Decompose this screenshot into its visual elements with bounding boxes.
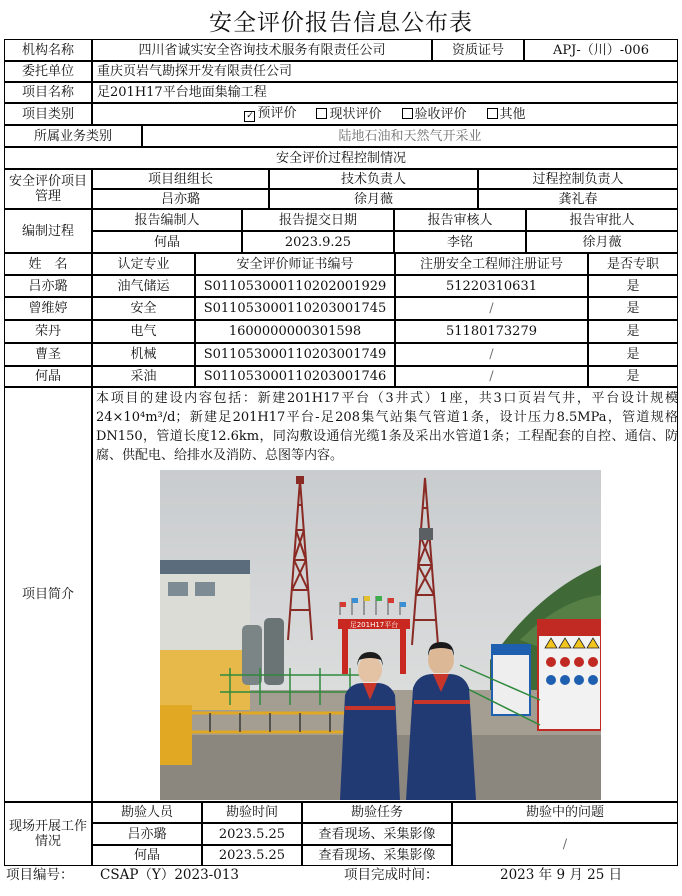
staff-cert: S011053000110203001746 — [195, 366, 395, 387]
intro-label: 项目简介 — [4, 387, 92, 802]
management-header: 项目组组长 — [92, 169, 269, 189]
category-label: 项目类别 — [4, 103, 92, 125]
page-title: 安全评价报告信息公布表 — [209, 10, 473, 36]
site-date: 2023.5.25 — [202, 845, 302, 866]
staff-reg: / — [395, 366, 588, 387]
footer-done-label: 项目完成时间： — [344, 867, 439, 883]
site-header: 勘验中的问题 — [452, 802, 678, 823]
management-value: 龚礼春 — [478, 189, 678, 209]
category-option-other[interactable]: 其他 — [487, 107, 526, 122]
staff-cert: S011053000110203001745 — [195, 297, 395, 320]
staff-major: 机械 — [92, 343, 195, 366]
staff-reg: 51220310631 — [395, 275, 588, 297]
category-option-pre[interactable]: ✓ 预评价 — [246, 106, 297, 121]
institution-label: 机构名称 — [4, 39, 92, 61]
management-header: 过程控制负责人 — [478, 169, 678, 189]
site-problem: / — [452, 823, 678, 866]
staff-reg: / — [395, 343, 588, 366]
compilation-value: 李铭 — [394, 231, 526, 253]
site-photo — [160, 470, 601, 800]
staff-name: 何晶 — [4, 366, 92, 387]
category-option-acceptance[interactable]: 验收评价 — [402, 107, 467, 122]
footer-code-label: 项目编号： — [6, 867, 74, 883]
site-task: 查看现场、采集影像 — [302, 823, 452, 845]
site-date: 2023.5.25 — [202, 823, 302, 845]
staff-header: 注册安全工程师注册证号 — [395, 253, 588, 275]
staff-cert: S011053000110202001929 — [195, 275, 395, 297]
gate-banner-text: 足201H17平台 — [349, 621, 399, 629]
cert-value: APJ-（川）-006 — [524, 39, 678, 61]
staff-name: 吕亦璐 — [4, 275, 92, 297]
institution-value: 四川省诚实安全咨询技术服务有限责任公司 — [92, 39, 432, 61]
site-label: 现场开展工作情况 — [4, 802, 92, 866]
footer-done-value: 2023 年 9 月 25 日 — [500, 867, 623, 883]
management-header: 技术负责人 — [269, 169, 478, 189]
staff-fulltime: 是 — [588, 297, 678, 320]
management-value: 徐月薇 — [269, 189, 478, 209]
compilation-header: 报告审批人 — [526, 209, 678, 231]
site-inspector: 何晶 — [92, 845, 202, 866]
staff-name: 荣丹 — [4, 320, 92, 343]
staff-reg: / — [395, 297, 588, 320]
compilation-value: 2023.9.25 — [242, 231, 394, 253]
industry-value: 陆地石油和天然气开采业 — [142, 125, 678, 147]
checkbox-icon[interactable] — [487, 108, 498, 119]
staff-fulltime: 是 — [588, 366, 678, 387]
site-inspector: 吕亦璐 — [92, 823, 202, 845]
industry-label: 所属业务类别 — [4, 125, 142, 147]
client-label: 委托单位 — [4, 61, 92, 82]
checkbox-icon[interactable] — [402, 108, 413, 119]
checkbox-checked-icon[interactable]: ✓ — [246, 111, 254, 121]
staff-cert: S011053000110203001749 — [195, 343, 395, 366]
site-header: 勘验时间 — [202, 802, 302, 823]
cert-label: 资质证号 — [432, 39, 524, 61]
category-options — [92, 103, 678, 125]
project-label: 项目名称 — [4, 82, 92, 103]
compilation-label: 编制过程 — [4, 209, 92, 253]
staff-name: 曹圣 — [4, 343, 92, 366]
staff-header: 安全评价师证书编号 — [195, 253, 395, 275]
staff-fulltime: 是 — [588, 343, 678, 366]
site-header: 勘验人员 — [92, 802, 202, 823]
staff-fulltime: 是 — [588, 320, 678, 343]
compilation-value: 徐月薇 — [526, 231, 678, 253]
compilation-header: 报告审核人 — [394, 209, 526, 231]
staff-header: 认定专业 — [92, 253, 195, 275]
compilation-header: 报告编制人 — [92, 209, 242, 231]
footer-code-value: CSAP（Y）2023-013 — [100, 867, 240, 883]
project-value: 足201H17平台地面集输工程 — [92, 82, 678, 103]
intro-text: 本项目的建设内容包括：新建201H17平台（3井式）1座，共3口页岩气井，平台设计规模24×10⁴m³/d；新建足201H17平台-足208集气站集气管道1条，设计压力8.5MPa，管道规格DN150，管道长度12.6km，同沟敷设通信光缆1条及采出水管道1条；工程配套的自控、通信、防腐、供配电、给排水及消防、总图等内容。 — [96, 391, 678, 463]
staff-reg: 51180173279 — [395, 320, 588, 343]
client-value: 重庆页岩气勘探开发有限责任公司 — [92, 61, 678, 82]
staff-major: 电气 — [92, 320, 195, 343]
control-section-header: 安全评价过程控制情况 — [4, 147, 678, 169]
management-value: 吕亦璐 — [92, 189, 269, 209]
management-label: 安全评价项目管理 — [4, 169, 92, 209]
compilation-value: 何晶 — [92, 231, 242, 253]
checkbox-icon[interactable] — [316, 108, 327, 119]
staff-major: 油气储运 — [92, 275, 195, 297]
compilation-header: 报告提交日期 — [242, 209, 394, 231]
site-header: 勘验任务 — [302, 802, 452, 823]
staff-header: 姓 名 — [4, 253, 92, 275]
staff-name: 曾维婷 — [4, 297, 92, 320]
staff-major: 安全 — [92, 297, 195, 320]
staff-header: 是否专职 — [588, 253, 678, 275]
staff-major: 采油 — [92, 366, 195, 387]
site-task: 查看现场、采集影像 — [302, 845, 452, 866]
staff-cert: 1600000000301598 — [195, 320, 395, 343]
staff-fulltime: 是 — [588, 275, 678, 297]
category-option-status[interactable]: 现状评价 — [316, 107, 381, 122]
